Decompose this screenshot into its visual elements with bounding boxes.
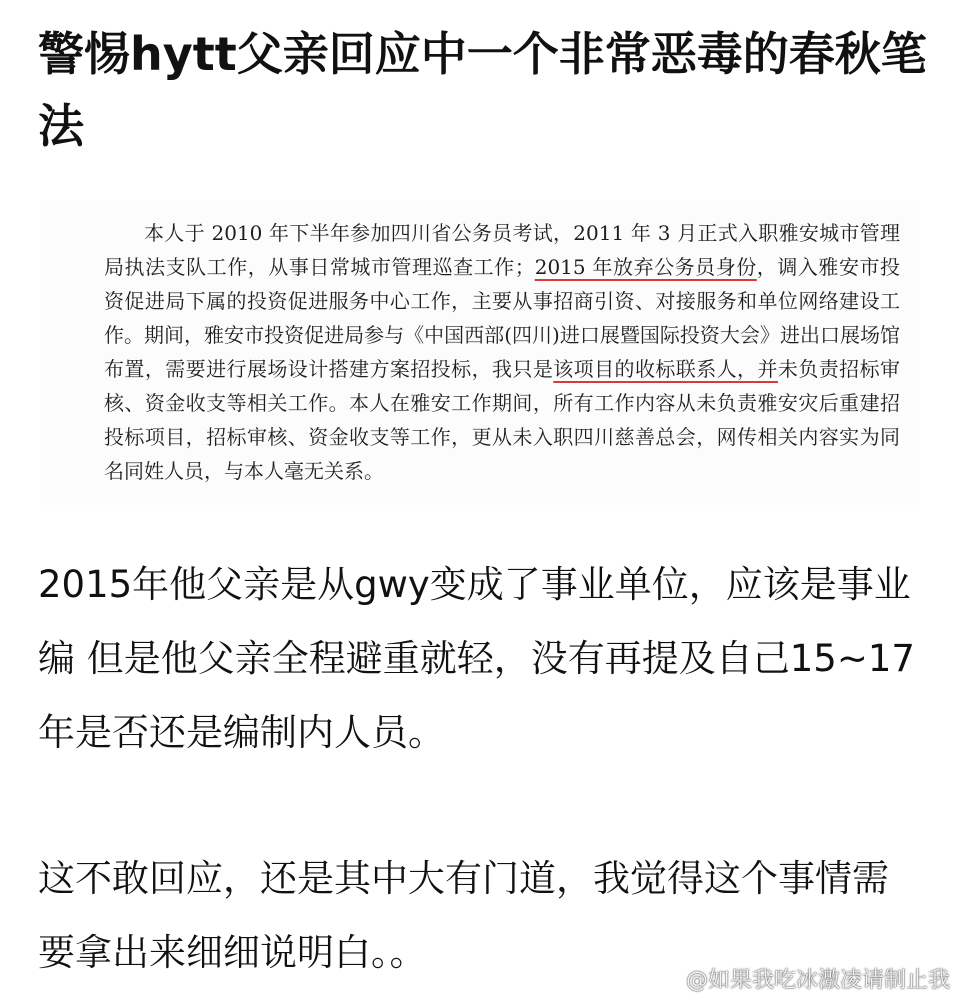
document-highlight-2: 该项目的收标联系人，并: [553, 357, 778, 381]
document-highlight-1: 2015 年放弃公务员身份: [534, 255, 757, 279]
weibo-watermark: [652, 966, 950, 996]
document-text-part2: ，调入雅安市投资促进局下属的投资促进服务中心工作，主要从事招商引资、对接服务和单位网络建设工作。期间，雅安市投资促进局参与《中国西部(四川)进口展暨国际投资大会》进出口展场馆布置，需要进行展场设计搭建方案招投标，我只是: [104, 255, 901, 381]
document-excerpt: [104, 216, 900, 488]
document-screenshot: [40, 200, 920, 505]
weibo-icon: [652, 969, 682, 993]
post-title: 警惕hytt父亲回应中一个非常恶毒的春秋笔法: [38, 27, 927, 153]
document-text-part1: 本人于 2010 年下半年参加四川省公务员考试，2011 年 3 月正式入职雅安城市管理局执法支队工作，从事日常城市管理巡查工作；: [104, 221, 900, 279]
body-paragraph-1: 2015年他父亲是从gwy变成了事业单位，应该是事业编 但是他父亲全程避重就轻，没有再提及自己15~17年是否还是编制内人员。: [38, 563, 915, 754]
watermark-text: @如果我吃冰激凌请制止我: [685, 968, 950, 993]
body-paragraph-2: 这不敢回应，还是其中大有门道，我觉得这个事情需要拿出来细细说明白。。: [38, 857, 889, 974]
document-text-part3: 未负责招标审核、资金收支等相关工作。本人在雅安工作期间，所有工作内容从未负责雅安灾后重建招投标项目，招标审核、资金收支等工作，更从未入职四川慈善总会，网传相关内容实为同名同姓人员，与本人毫无关系。: [104, 357, 901, 483]
